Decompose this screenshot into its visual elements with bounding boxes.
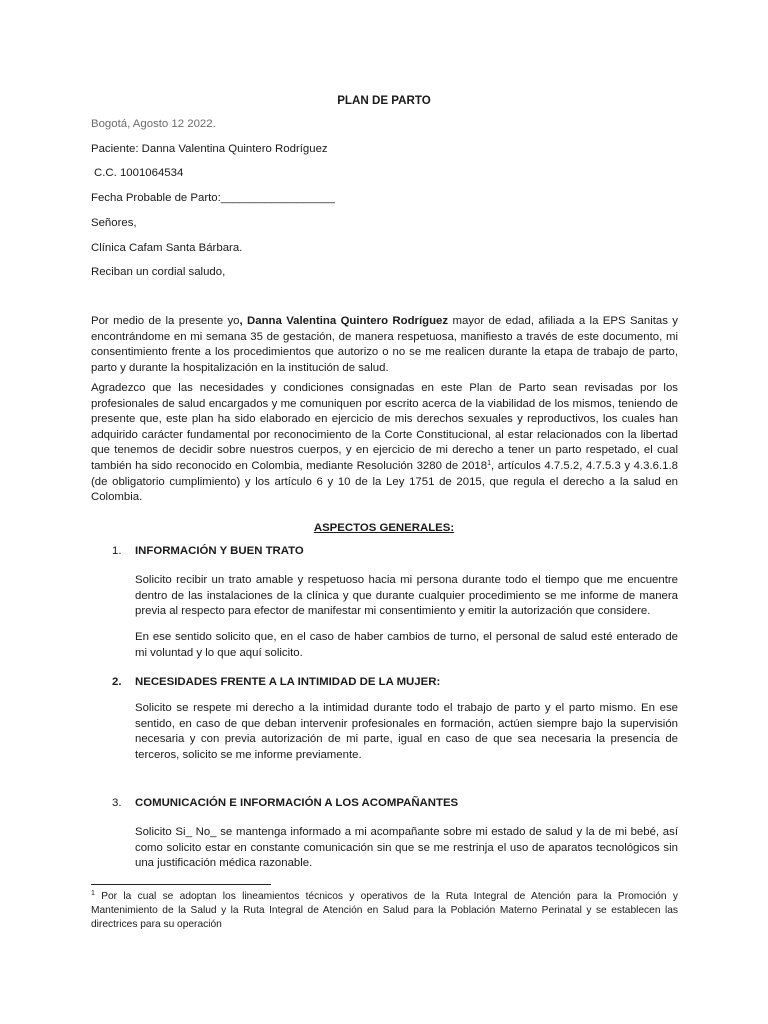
- section-1-title: INFORMACIÓN Y BUEN TRATO: [135, 545, 304, 557]
- footnote-text: Por la cual se adoptan los lineamientos técnicos y operativos de la Ruta Integral de Atención para la Promoción y Mantenimiento de la Salud y la Ruta Integral de Atención en Salud para la Población Materno Perinatal y se establecen las directrices para su operación: [91, 891, 678, 930]
- salutation: Señores,: [91, 217, 137, 229]
- section-3-heading: [112, 796, 458, 812]
- intro-paragraph: [91, 314, 678, 376]
- section-1-heading: [112, 544, 304, 560]
- due-date-line: Fecha Probable de Parto:__________________: [91, 192, 335, 204]
- thanks-text: Agradezco que las necesidades y condiciones consignadas en este Plan de Parto sean revisadas por los profesionales de salud encargados y me comuniquen por escrito acerca de la viabilidad de los mismos, teniendo de presente que, este plan ha sido elaborado en ejercicio de mis derechos sexuales y reproductivos, los cuales han adquirido carácter fundamental por reconocimiento de la Corte Constitucional, al estar relacionados con la libertad que tenemos de decidir sobre nuestros cuerpos, y en ejercicio de mi derecho a tener un parto respetado, el cual también ha sido reconocido en Colombia, mediante Resolución 3280 de 2018: [91, 382, 678, 472]
- date-line: Bogotá, Agosto 12 2022.: [91, 118, 216, 130]
- intro-after-name: mayor de edad, afiliada a la EPS Sanitas y encontrándome en mi semana 35 de gestación, de manera respetuosa, manifiesto a través de este documento, mi consentimiento frente a los procedimientos que autorizo o no se me realicen durante la etapa de trabajo de parto, parto y durante la hospitalización en la institución de salud.: [91, 315, 678, 374]
- greeting: Reciban un cordial saludo,: [91, 266, 226, 278]
- patient-name-bold: , Danna Valentina Quintero Rodríguez: [239, 315, 449, 327]
- section-3-number: 3.: [112, 797, 122, 809]
- document-title: PLAN DE PARTO: [337, 94, 431, 107]
- section-2-title: NECESIDADES FRENTE A LA INTIMIDAD DE LA MUJER:: [135, 676, 441, 688]
- section-1-paragraph-2: En ese sentido solicito que, en el caso de haber cambios de turno, el personal de salud esté enterado de mi voluntad y lo que aquí solicito.: [135, 631, 678, 659]
- clinic-name: Clínica Cafam Santa Bárbara.: [91, 242, 243, 254]
- footnote: [91, 890, 678, 932]
- section-2-paragraph-1: Solicito se respete mi derecho a la intimidad durante todo el trabajo de parto y el parto mismo. En ese sentido, en caso de que deban intervenir profesionales en formación, actúen siempre bajo la supervisión necesaria y con previa autorización de mi parte, igual en caso de que sea necesaria la presencia de terceros, solicito se me informe previamente.: [135, 702, 678, 761]
- thanks-text-cont: , artículos 4.7.5.2, 4.7.5.3 y 4.3.6.1.8 (de obligatorio cumplimiento) y los artículo 6 y 10 de la Ley 1751 de 2015, que regula el derecho a la salud en Colombia.: [91, 459, 678, 504]
- intro-before-name: Por medio de la presente yo: [91, 315, 240, 327]
- footnote-marker: 1: [91, 890, 95, 897]
- footnote-reference: 1: [487, 459, 492, 467]
- patient-line: Paciente: Danna Valentina Quintero Rodríguez: [91, 143, 328, 155]
- footnote-divider: [91, 884, 271, 885]
- section-heading: ASPECTOS GENERALES:: [313, 522, 455, 534]
- section-3-paragraph-1: Solicito Si_ No_ se mantenga informado a mi acompañante sobre mi estado de salud y la de mi bebé, así como solicito estar en constante comunicación sin que se me restrinja el uso de aparatos tecnológicos sin una justificación médica razonable.: [135, 826, 678, 870]
- section-3-title: COMUNICACIÓN E INFORMACIÓN A LOS ACOMPAÑANTES: [135, 797, 459, 809]
- thanks-paragraph: [91, 381, 678, 506]
- section-2-heading: [112, 675, 440, 691]
- section-1-paragraph-1: Solicito recibir un trato amable y respetuoso hacia mi persona durante todo el tiempo que me encuentre dentro de las instalaciones de la clínica y que durante cualquier procedimiento se me informe de manera previa al respecto para efector de manifestar mi consentimiento y emitir la autorización que considere.: [135, 574, 678, 618]
- id-line: C.C. 1001064534: [94, 167, 184, 179]
- section-2-number: 2.: [112, 676, 122, 688]
- section-1-number: 1.: [112, 545, 122, 557]
